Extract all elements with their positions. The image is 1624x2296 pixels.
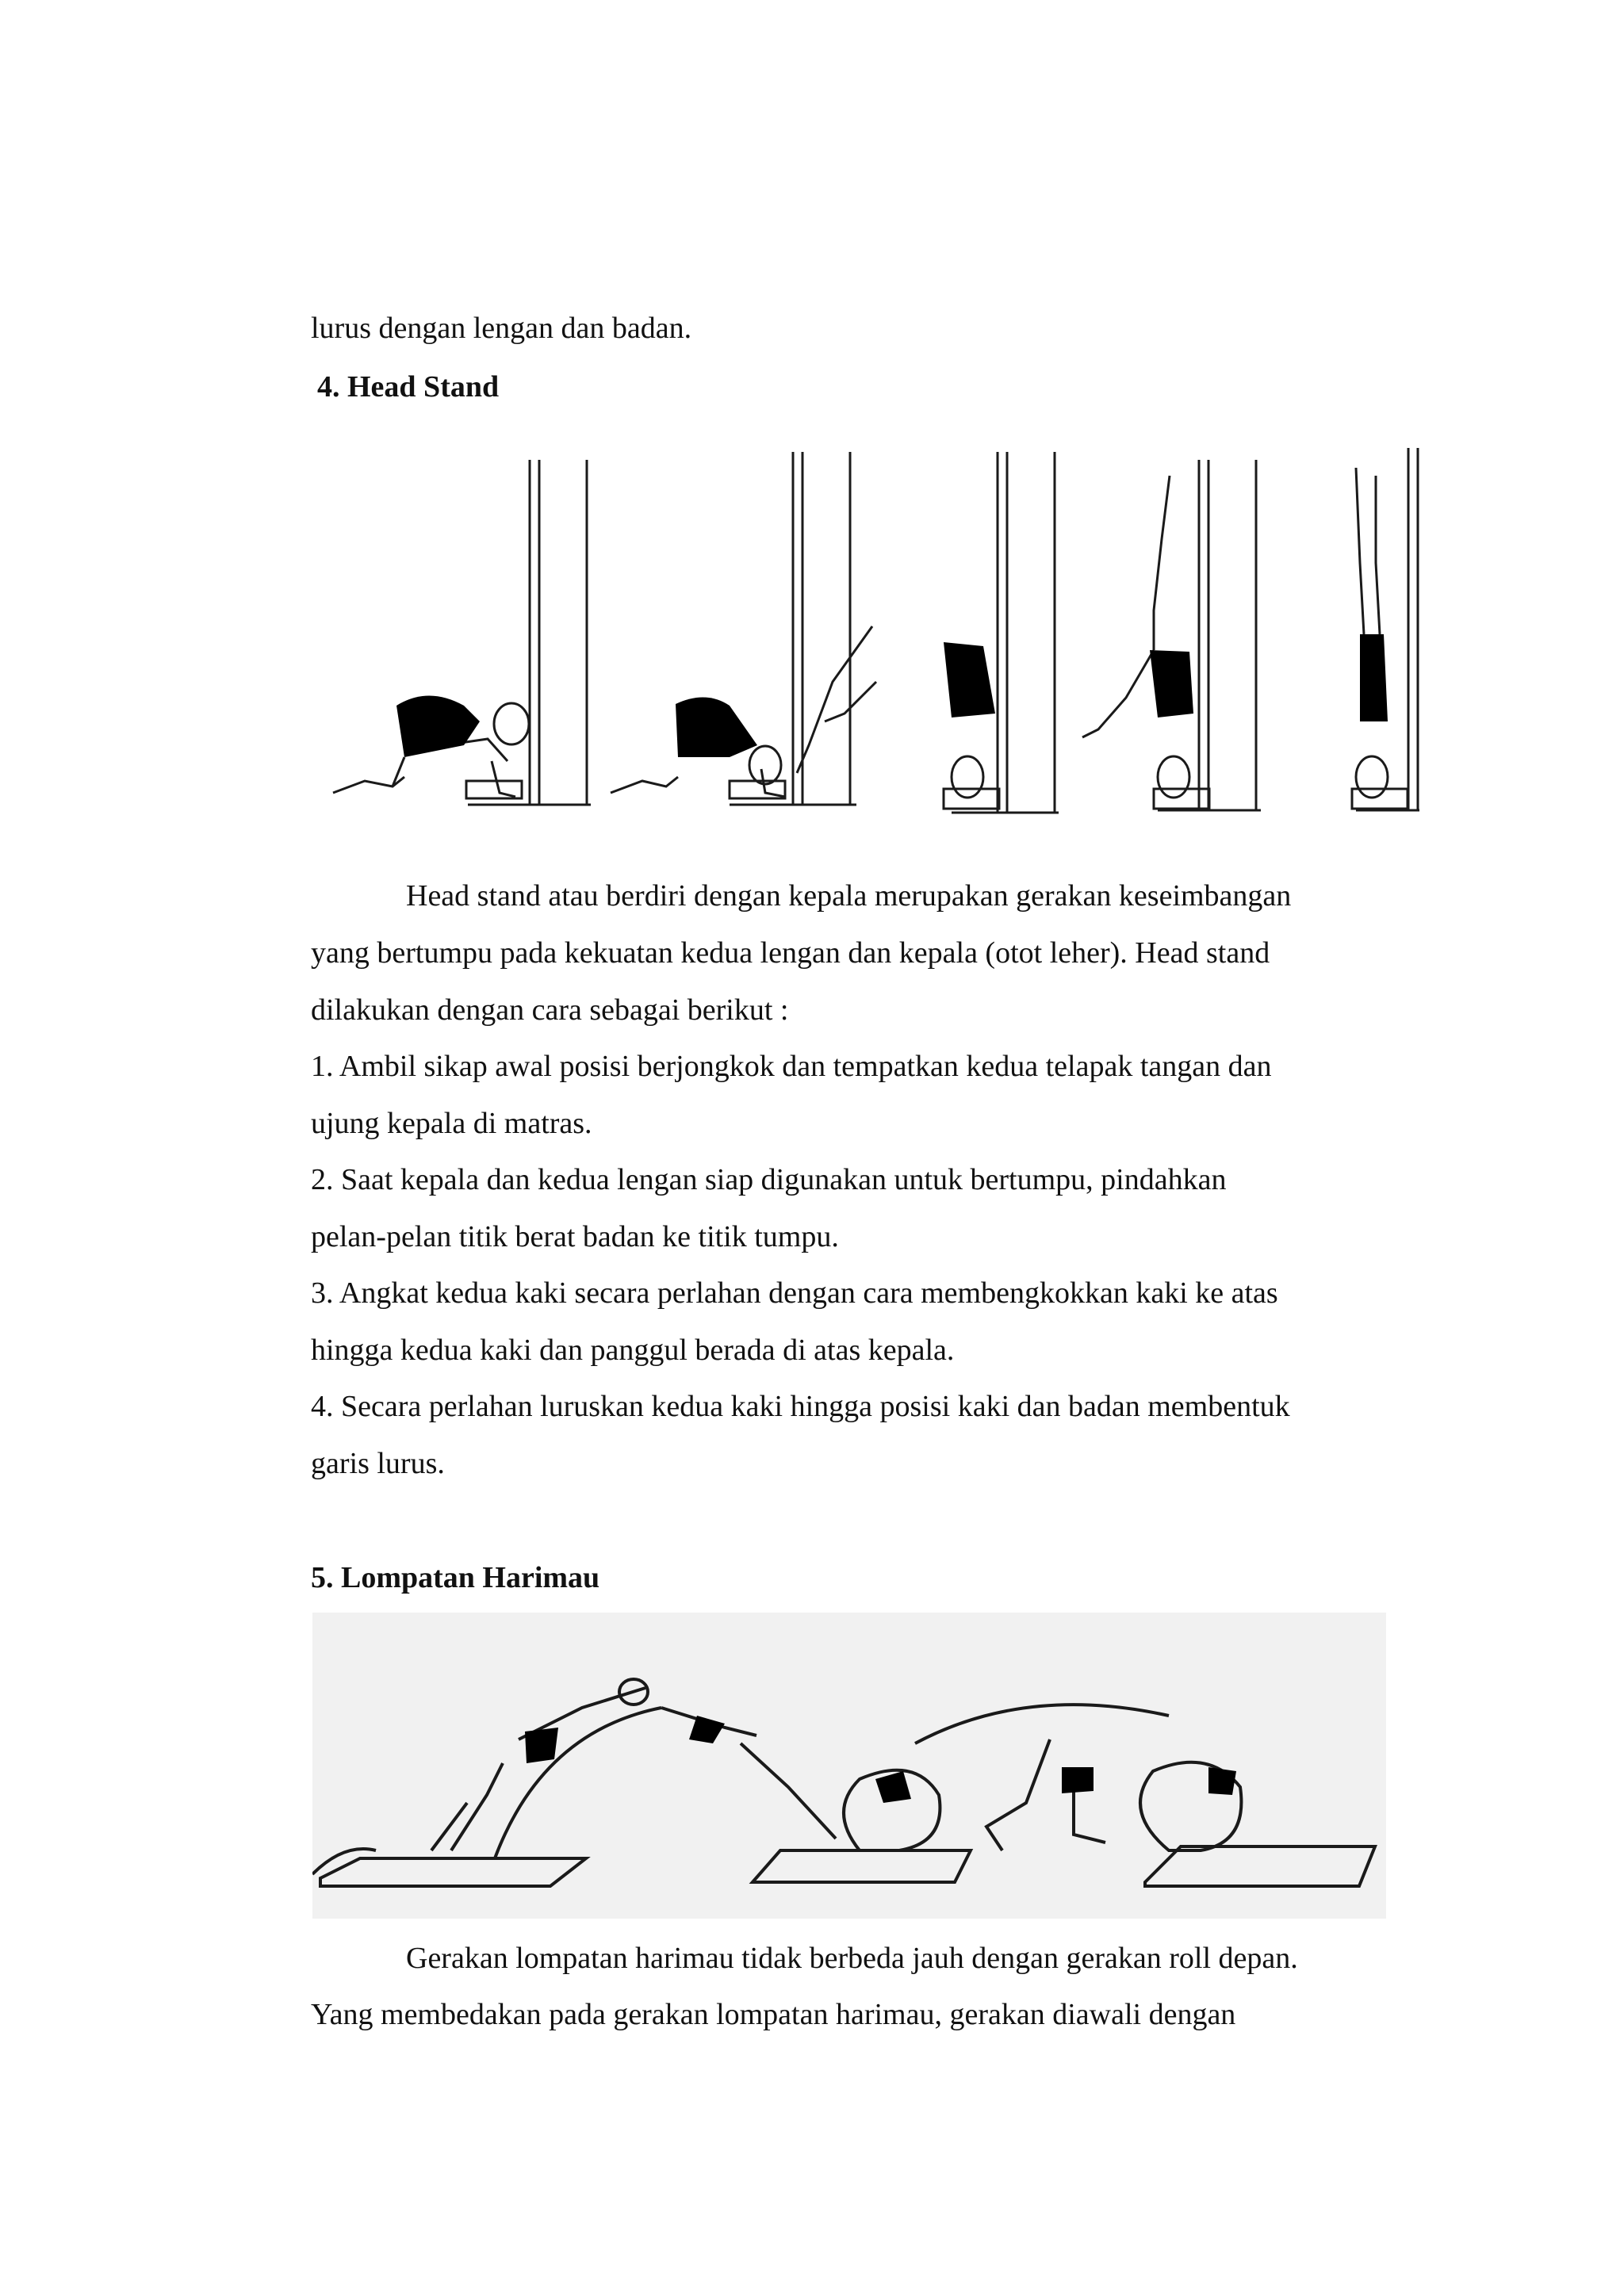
continuation-text: lurus dengan lengan dan badan. <box>311 312 692 345</box>
section-4-paragraph-line-3: dilakukan dengan cara sebagai berikut : <box>311 993 789 1027</box>
step-2-line-1: 2. Saat kepala dan kedua lengan siap digunakan untuk bertumpu, pindahkan <box>311 1163 1227 1196</box>
step-3-line-2: hingga kedua kaki dan panggul berada di atas kepala. <box>311 1334 955 1367</box>
section-5-heading: 5. Lompatan Harimau <box>311 1561 600 1594</box>
step-1-line-1: 1. Ambil sikap awal posisi berjongkok dan tempatkan kedua telapak tangan dan <box>311 1050 1272 1083</box>
headstand-sequence-illustration <box>317 444 1427 856</box>
tiger-leap-sequence-svg <box>312 1613 1386 1919</box>
headstand-sequence-svg <box>317 444 1427 856</box>
step-4-line-1: 4. Secara perlahan luruskan kedua kaki hingga posisi kaki dan badan membentuk <box>311 1390 1290 1423</box>
tiger-leap-sequence-illustration <box>312 1613 1386 1919</box>
section-5-paragraph-line-2: Yang membedakan pada gerakan lompatan harimau, gerakan diawali dengan <box>311 1998 1236 2031</box>
section-4-paragraph-line-1: Head stand atau berdiri dengan kepala merupakan gerakan keseimbangan <box>406 879 1292 913</box>
step-3-line-1: 3. Angkat kedua kaki secara perlahan dengan cara membengkokkan kaki ke atas <box>311 1276 1278 1310</box>
section-4-heading: 4. Head Stand <box>317 370 500 404</box>
step-1-line-2: ujung kepala di matras. <box>311 1107 592 1140</box>
step-2-line-2: pelan-pelan titik berat badan ke titik tumpu. <box>311 1220 839 1253</box>
section-4-paragraph-line-2: yang bertumpu pada kekuatan kedua lengan dan kepala (otot leher). Head stand <box>311 936 1270 970</box>
section-5-paragraph-line-1: Gerakan lompatan harimau tidak berbeda jauh dengan gerakan roll depan. <box>406 1942 1298 1975</box>
step-4-line-2: garis lurus. <box>311 1447 445 1480</box>
